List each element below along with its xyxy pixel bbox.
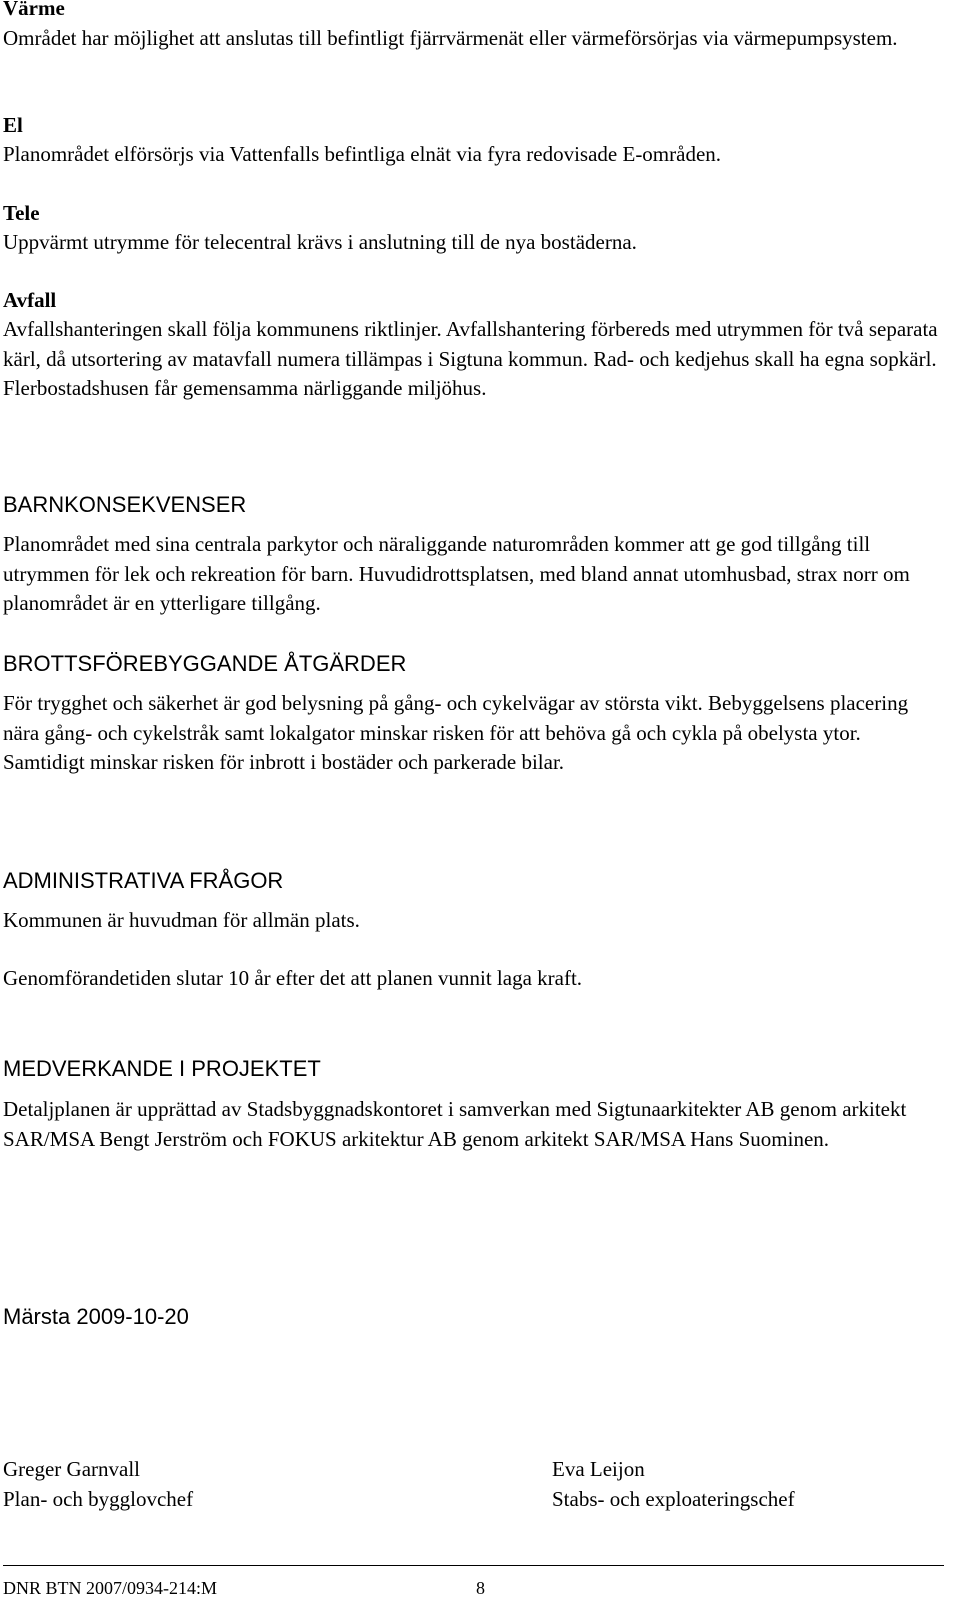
paragraph-brottsforebyggande: För trygghet och säkerhet är god belysning på gång- och cykelvägar av största vikt. Bebyggelsens placering nära gång- och cykelstråk samt lokalgator minskar risken för att behöva gå och cykla på obelysta ytor. Samtidigt minskar risken för inbrott i bostäder och parkerade bilar.	[3, 691, 909, 774]
section-medverkande	[3, 1054, 944, 1154]
section-el	[3, 111, 944, 170]
heading-administrativa: ADMINISTRATIVA FRÅGOR	[3, 868, 284, 893]
paragraph-huvudman: Kommunen är huvudman för allmän plats.	[3, 908, 360, 932]
heading-medverkande: MEDVERKANDE I PROJEKTET	[3, 1056, 321, 1081]
signature-title: Plan- och bygglovchef	[3, 1486, 194, 1511]
place-date	[3, 1302, 944, 1332]
section-administrativa	[3, 866, 944, 993]
subheading-varme: Värme	[3, 0, 65, 20]
section-barnkonsekvenser	[3, 490, 944, 619]
paragraph-tele: Uppvärmt utrymme för telecentral krävs i anslutning till de nya bostäderna.	[3, 230, 637, 254]
signature-name: Eva Leijon	[552, 1457, 645, 1481]
paragraph-avfall: Avfallshanteringen skall följa kommunens riktlinjer. Avfallshantering förbereds med utrymmen för två separata kärl, då utsortering av matavfall numera tillämpas i Sigtuna kommun. Rad- och kedjehus skall ha egna sopkärl. Flerbostadshusen får gemensamma närliggande miljöhus.	[3, 317, 938, 400]
heading-brottsforebyggande: BROTTSFÖREBYGGANDE ÅTGÄRDER	[3, 651, 407, 676]
signature-right	[552, 1455, 795, 1514]
signature-left	[3, 1455, 193, 1514]
section-tele	[3, 199, 944, 258]
subheading-tele: Tele	[3, 201, 40, 225]
place-date-text: Märsta 2009-10-20	[3, 1304, 189, 1329]
paragraph-barnkonsekvenser: Planområdet med sina centrala parkytor och näraliggande naturområden kommer att ge god tillgång till utrymmen för lek och rekreation för barn. Huvudidrottsplatsen, med bland annat utomhusbad, strax norr om planområdet är en ytterligare tillgång.	[3, 532, 910, 615]
footer-divider	[3, 1565, 944, 1566]
subheading-el: El	[3, 113, 23, 137]
section-avfall	[3, 286, 944, 404]
subheading-avfall: Avfall	[3, 288, 57, 312]
heading-barnkonsekvenser: BARNKONSEKVENSER	[3, 492, 247, 517]
paragraph-el: Planområdet elförsörjs via Vattenfalls befintliga elnät via fyra redovisade E-områden.	[3, 142, 722, 166]
signature-name: Greger Garnvall	[3, 1457, 141, 1481]
signature-title: Stabs- och exploateringschef	[552, 1486, 795, 1511]
section-varme	[3, 0, 944, 54]
footer-dnr: DNR BTN 2007/0934-214:M	[3, 1578, 218, 1598]
paragraph-medverkande: Detaljplanen är upprättad av Stadsbyggnadskontoret i samverkan med Sigtunaarkitekter AB genom arkitekt SAR/MSA Bengt Jerström och FOKUS arkitektur AB genom arkitekt SAR/MSA Hans Suominen.	[3, 1097, 907, 1151]
footer-page-number: 8	[476, 1578, 485, 1598]
section-brottsforebyggande	[3, 649, 944, 778]
paragraph-genomforandetid: Genomförandetiden slutar 10 år efter det att planen vunnit laga kraft.	[3, 965, 583, 990]
paragraph-varme: Området har möjlighet att anslutas till befintligt fjärrvärmenät eller värmeförsörjas via värmepumpsystem.	[3, 26, 898, 50]
